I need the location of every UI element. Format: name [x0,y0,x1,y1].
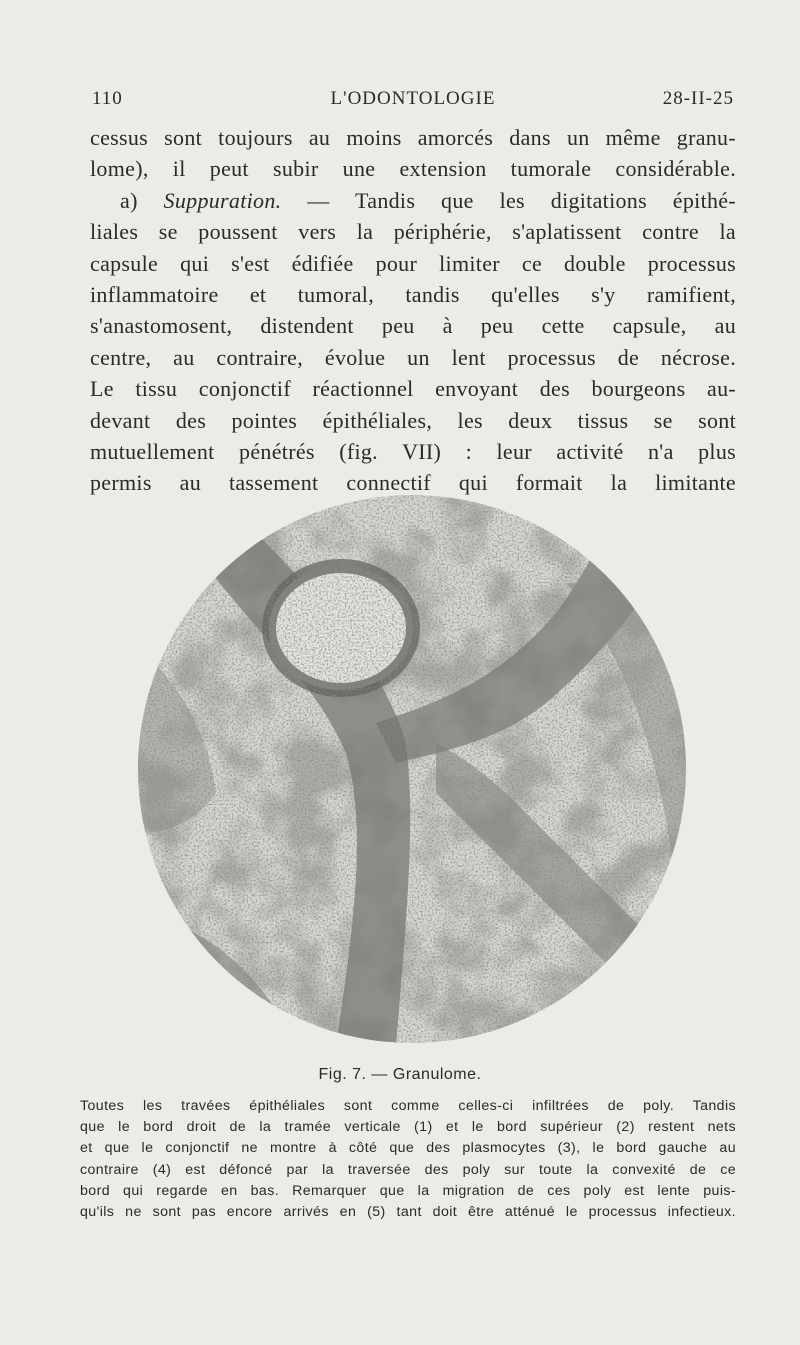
figure-caption-title: Fig. 7. — Granulome. [318,1066,482,1083]
text-line: s'anastomosent, distendent peu à peu cette capsule, au [90,313,736,339]
text-line: centre, au contraire, évolue un lent processus de nécrose. [90,344,736,370]
text-line: mutuellement pénétrés (fig. VII) : leur activité n'a plus [90,438,736,464]
section-heading-line [90,185,736,216]
section-label: a) [120,187,164,213]
caption-line: Toutes les travées épithéliales sont comme celles-ci infiltrées de poly. Tandis [80,1098,736,1114]
text-line: lome), il peut subir une extension tumorale considérable. [90,156,736,182]
micrograph-image [136,493,688,1045]
caption-line: qu'ils ne sont pas encore arrivés en (5) tant doit être atténué le processus infectieux. [80,1203,736,1220]
caption-line: et que le conjonctif ne montre à côté que des plasmocytes (3), le bord gauche au [80,1140,736,1157]
page-number: 110 [92,88,123,109]
caption-line: que le bord droit de la tramée verticale (1) et le bord supérieur (2) restent nets [80,1119,736,1136]
issue-date: 28-II-25 [662,88,734,109]
text-line: Le tissu conjonctif réactionnel envoyant des bourgeons au- [90,376,736,402]
journal-title: L'ODONTOLOGIE [330,88,496,109]
body-text [90,122,736,499]
text-line: permis au tassement connectif qui formait la limitante [90,470,736,496]
figure-caption [80,1096,736,1223]
section-heading: Suppuration. [163,187,282,213]
text-line: liales se poussent vers la périphérie, s'aplatissent contre la [90,219,736,245]
caption-line: bord qui regarde en bas. Remarquer que la migration de ces poly est lente puis- [80,1182,736,1199]
text-line: capsule qui s'est édifiée pour limiter ce double processus [90,250,736,276]
text-line: inflammatoire et tumoral, tandis qu'elles s'y ramifient, [90,281,736,307]
text-line: — Tandis que les digitations épithé- [281,187,736,213]
text-line: cessus sont toujours au moins amorcés dans un même granu- [90,125,736,150]
caption-line: contraire (4) est défoncé par la traversée des poly sur toute la convexité de ce [80,1161,736,1178]
text-line: devant des pointes épithéliales, les deux tissus se sont [90,407,736,433]
running-header [92,88,734,116]
